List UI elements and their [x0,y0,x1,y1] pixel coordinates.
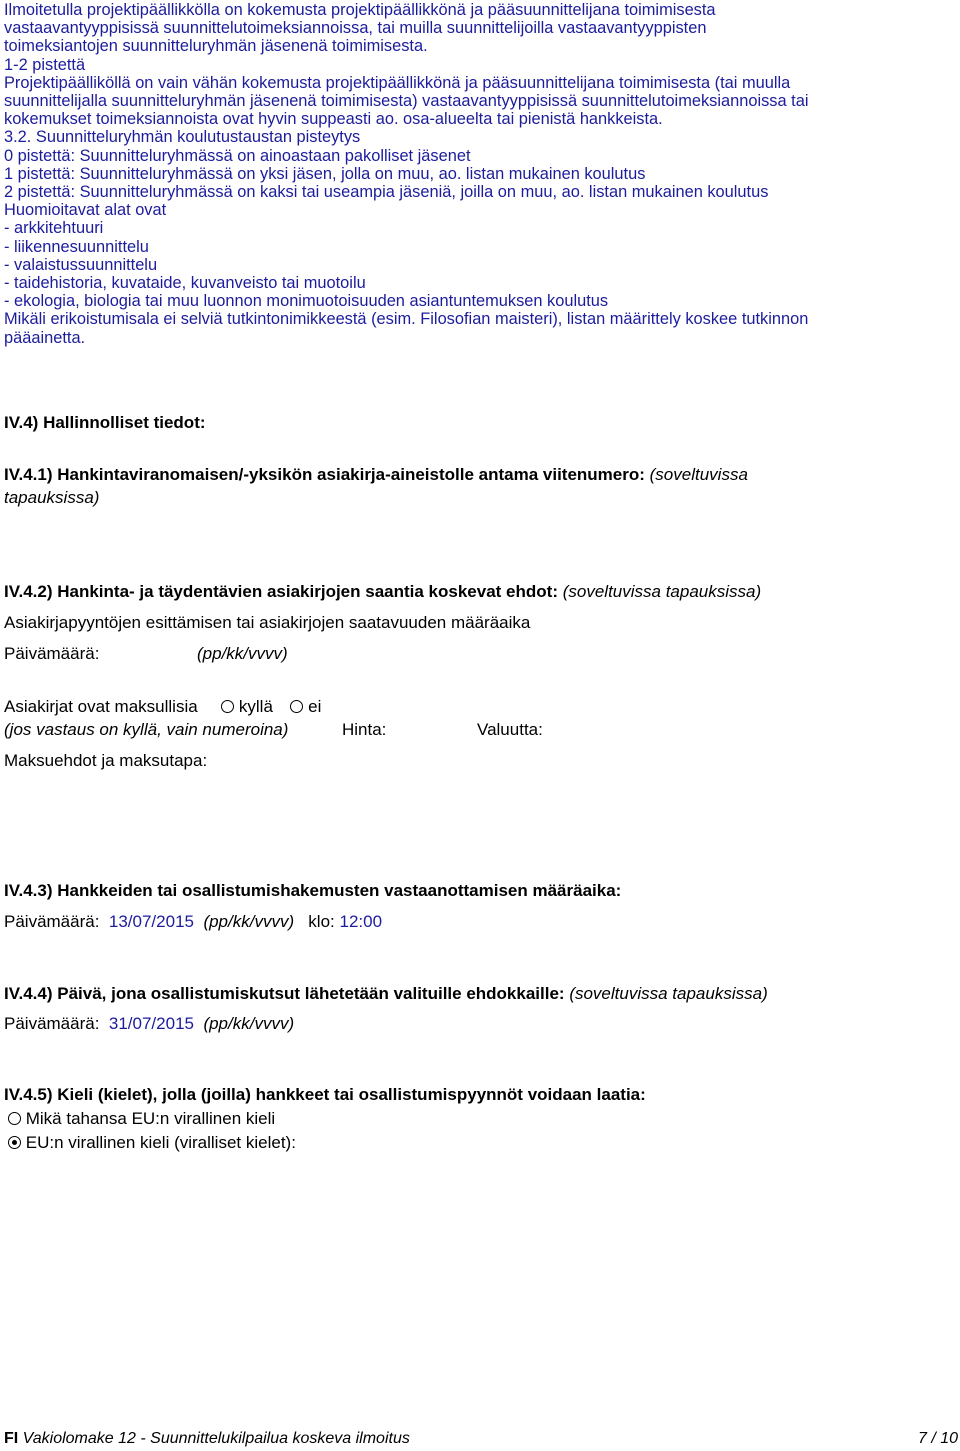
text-line: - liikennesuunnittelu [4,237,149,256]
iv44-date-row [4,1014,294,1034]
iv43-date-row [4,912,382,932]
iv44-note: (soveltuvissa tapauksissa) [569,984,768,1003]
iv42-price-label: Hinta: [342,720,387,739]
iv43-time-label: klo: [308,912,335,931]
iv42-heading [4,582,761,602]
iv42-payment-terms-label: Maksuehdot ja maksutapa: [4,751,208,770]
text-line: toimeksiantojen suunnitteluryhmän jäsenenä toimimisesta. [4,37,428,56]
evaluation-criteria-text [4,1,954,347]
iv45-option-official-row [8,1133,296,1153]
text-line: Projektipäälliköllä on vain vähän kokemusta projektipäällikkönä ja pääsuunnittelijana toimimisesta (tai muulla [4,73,791,92]
iv44-date-value: 31/07/2015 [108,1014,194,1033]
iv41-heading [4,465,748,485]
iv42-paid-note: (jos vastaus on kyllä, vain numeroina) [4,720,289,739]
text-line: Huomioitavat alat ovat [4,201,167,220]
text-line: kokemukset toimeksiannoista ovat hyvin suppeasti ao. osa-alueelta tai pienistä hankkeista. [4,110,663,129]
text-line: vastaavantyyppisissä suunnittelutoimeksiannoissa, tai muilla suunnittelijoilla vastaavantyyppisten [4,19,707,38]
iv41-note-cont: tapauksissa) [4,488,100,507]
iv43-date-format: (pp/kk/vvvv) [203,912,295,931]
iv44-date-format: (pp/kk/vvvv) [203,1014,295,1033]
footer-form-name: Vakiolomake 12 - Suunnittelukilpailua koskeva ilmoitus [22,1430,410,1447]
text-line: suunnittelijalla suunnitteluryhmän jäsenenä toimimisesta) vastaavantyyppisissä suunnittelutoimeksiannoissa tai [4,92,809,111]
text-line: 0 pistettä: Suunnitteluryhmässä on ainoastaan pakolliset jäsenet [4,146,471,165]
text-line: 3.2. Suunnitteluryhmän koulutustaustan pisteytys [4,128,361,147]
iv42-deadline-label: Asiakirjapyyntöjen esittämisen tai asiakirjojen saatavuuden määräaika [4,613,531,632]
text-line: 1 pistettä: Suunnitteluryhmässä on yksi jäsen, jolla on muu, ao. listan mukainen koulutus [4,164,646,183]
iv42-currency-label: Valuutta: [477,720,543,739]
iv43-date-value: 13/07/2015 [108,912,194,931]
text-line: - taidehistoria, kuvataide, kuvanveisto tai muotoilu [4,274,366,293]
iv45-option-any-row [8,1109,275,1129]
iv43-time-value: 12:00 [339,912,383,931]
page-footer [4,1430,958,1448]
iv45-title: IV.4.5) Kieli (kielet), jolla (joilla) hankkeet tai osallistumispyynnöt voidaan laatia: [4,1085,646,1104]
iv42-note: (soveltuvissa tapauksissa) [562,582,762,601]
iv41-note: (soveltuvissa [649,465,748,484]
iv42-paid-row [4,697,321,717]
iv44-title: IV.4.4) Päivä, jona osallistumiskutsut lähetetään valituille ehdokkaille: [4,984,565,1003]
radio-yes-label: kyllä [238,697,273,716]
text-line: Ilmoitetulla projektipäällikkölla on kokemusta projektipäällikkönä ja pääsuunnittelijana toimimisesta [4,1,716,19]
iv41-title: IV.4.1) Hankintaviranomaisen/-yksikön asiakirja-aineistolle antama viitenumero: [4,465,645,484]
footer-lang: FI [4,1430,19,1447]
iv42-date-label: Päivämäärä: [4,644,100,663]
radio-no-label: ei [308,697,322,716]
radio-no[interactable] [290,700,303,713]
iv43-date-label: Päivämäärä: [4,912,100,931]
iv44-date-label: Päivämäärä: [4,1014,100,1033]
radio-yes[interactable] [221,700,234,713]
section-iv4-title: IV.4) Hallinnolliset tiedot: [4,413,206,432]
radio-official-eu-language[interactable] [8,1136,21,1149]
text-line: - ekologia, biologia tai muu luonnon monimuotoisuuden asiantuntemuksen koulutus [4,292,609,311]
text-line: Mikäli erikoistumisala ei selviä tutkintonimikkeestä (esim. Filosofian maisteri), listan määrittely koskee tutkinnon [4,310,809,329]
text-line: - valaistussuunnittelu [4,255,158,274]
iv45-option-any-label: Mikä tahansa EU:n virallinen kieli [25,1109,276,1128]
text-line: - arkkitehtuuri [4,219,104,238]
footer-page-number: 7 / 10 [917,1430,958,1447]
radio-any-eu-language[interactable] [8,1112,21,1125]
text-line: 2 pistettä: Suunnitteluryhmässä on kaksi tai useampia jäseniä, joilla on muu, ao. listan mukainen koulutus [4,183,769,202]
iv43-title: IV.4.3) Hankkeiden tai osallistumishakemusten vastaanottamisen määräaika: [4,881,622,900]
text-line: pääainetta. [4,328,86,347]
iv44-heading [4,984,768,1004]
iv42-paid-label: Asiakirjat ovat maksullisia [4,697,198,716]
text-line: 1-2 pistettä [4,55,86,74]
iv42-date-format: (pp/kk/vvvv) [197,644,288,663]
iv45-option-official-label: EU:n virallinen kieli (viralliset kielet): [25,1133,296,1152]
iv42-title: IV.4.2) Hankinta- ja täydentävien asiakirjojen saantia koskevat ehdot: [4,582,558,601]
